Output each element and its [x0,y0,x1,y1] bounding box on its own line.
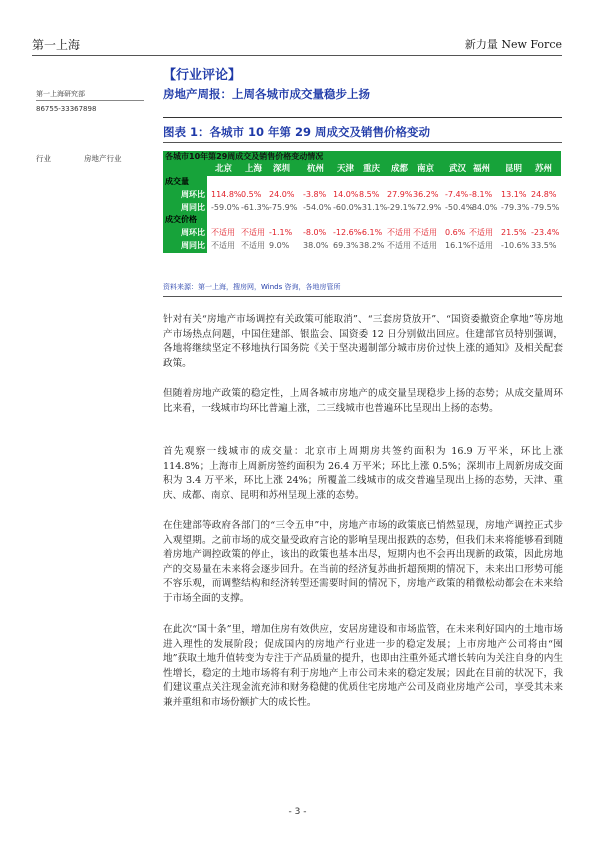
table-cell: 不适用 [241,228,265,238]
table-cell: 不适用 [241,241,265,250]
price-volume-table [163,151,561,276]
section-tag: 【行业评论】 [163,68,242,83]
table-cell: -31.1% [359,202,388,212]
table-row-label: 周同比 [163,240,207,253]
table-city-header-cell: 福州 [473,164,491,174]
figure-divider [163,142,562,143]
table-city-header-cell: 苏州 [535,164,553,174]
header-divider [32,55,562,56]
table-row-label: 周环比 [163,189,207,202]
table-cell: 36.2% [413,189,439,199]
table-city-header-cell: 杭州 [307,164,325,174]
table-cell: -59.0% [211,202,240,212]
table-cell: -10.6% [501,241,530,250]
table-cell: 9.0% [269,241,290,250]
sidebar-industry-label: 行业 [36,154,51,163]
table-cell: -54.0% [303,202,332,212]
table-city-header-cell: 上海 [245,164,263,174]
table-cell: 0.6% [445,228,466,238]
table-cell: 13.1% [501,189,527,199]
table-cell: 21.5% [501,228,527,238]
table-cell: -7.4% [445,189,469,199]
table-cell: -23.4% [531,228,560,238]
paragraph-5: 在此次“国十条”里，增加住房有效供应，安居房建设和市场监管，在未来利好国内的土地市场进入理性的发展阶段；促成国内的房地产行业进一步的稳定发展；上市房地产公司将由“囤地”获取土地升值转变为专注于产品质量的提升，也即由注重外延式增长转向为关注自身的内生性增长，稳定的土地市场将有利于房地产上市公司未来的稳定发展；因此在目前的状况下，我们建议重点关注现金流充沛和财务稳健的优质住宅房地产公司及商业房地产公司，享受其未来兼并重组和市场份额扩大的成长性。 [163,624,563,708]
header-company: 第一上海 [32,38,81,52]
table-group-label: 成交量 [163,176,207,189]
table-cell: -84.0% [469,202,498,212]
table-cell: -8.0% [303,228,327,238]
table-city-header-cell: 深圳 [273,164,291,174]
table-city-header [163,163,561,176]
table-cell: 27.9% [387,189,413,199]
table-cell: 38.0% [303,241,329,250]
table-cell: -75.9% [269,202,298,212]
source-divider [163,296,562,297]
table-row [163,202,561,215]
table-cell: 不适用 [413,228,437,238]
paragraph-3: 首先观察一线城市的成交量：北京市上周期房共签约面积为 16.9 万平米，环比上涨 114.8%；上海市上周新房签约面积为 26.4 万平米；环比上涨 0.5%；深圳市上周新房成交面积为 3.4 万平米，环比上涨 24%；所覆盖二线城市的成交普遍呈现出上扬的态势，天津、重庆、成都、南京、昆明和苏州呈现上涨的态势。 [163,446,563,501]
table-cell: 不适用 [387,241,411,250]
report-title: 房地产周报：上周各城市成交量稳步上扬 [163,87,370,101]
table-cell: -12.6% [333,228,362,238]
sidebar-divider [36,100,144,101]
table-row [163,240,561,253]
table-cell: 0.5% [241,189,262,199]
table-cell: -61.3% [241,202,270,212]
paragraph-2: 但随着房地产政策的稳定性，上周各城市房地产的成交量呈现稳步上扬的态势；从成交量周环比来看，一线城市均环比普遍上涨，二三线城市也普遍环比呈现出上扬的态势。 [163,388,563,414]
table-city-header-cell: 重庆 [363,164,381,174]
table-cell: 24.8% [531,189,557,199]
table-cell: -60.0% [333,202,362,212]
table-cell: 14.0% [333,189,359,199]
table-row [163,227,561,240]
table-cell: 不适用 [413,241,437,250]
table-cell: -1.1% [269,228,293,238]
sidebar-institute: 第一上海研究部 [36,90,85,98]
table-city-header-cell: 成都 [391,164,409,174]
table-city-header-cell: 武汉 [449,164,467,174]
source-note: 资料来源：第一上海，搜房网，Winds 咨询，各地房管所 [163,283,341,291]
table-city-header-cell: 南京 [417,164,435,174]
table-cell: 38.2% [359,241,385,250]
paragraph-4: 在住建部等政府各部门的“三令五申”中，房地产市场的政策底已悄然显现，房地产调控正式步入观望期。之前市场的成交量受政府言论的影响呈现出报跌的态势，但我们未来将能够看到随着房地产调控政策的停止，该出的政策也基本出尽，短期内也不会再出现新的政策，因此房地产的交易量在未来将会逐步回升。在当前的经济复苏曲折超预期的情况下，未来出口形势可能不容乐观，而调整结构和经济转型还需要时间的情况下，房地产政策的稍微松动都会在未来给于市场全面的支撑。 [163,520,563,604]
table-cell: -3.8% [303,189,327,199]
table-cell: 16.1% [445,241,471,250]
figure-title: 图表 1：各城市 10 年第 29 周成交及销售价格变动 [163,125,431,139]
table-cell: -8.1% [469,189,493,199]
paragraph-1: 针对有关“房地产市场调控有关政策可能取消”、“三套房贷放开”、“国资委撤资企拿地”等房地产市场热点问题，中国住建部、银监会、国资委 12 日分别做出回应。住建部官员特别强调，各地将继续坚定不移地执行国务院《关于坚决遏制部分城市房价过快上涨的通知》及相关配套政策。 [163,314,563,369]
table-cell: 不适用 [211,228,235,238]
table-cell: 69.3% [333,241,359,250]
table-cell: 不适用 [387,228,411,238]
table-group-label: 成交价格 [163,214,207,227]
table-cell: -72.9% [413,202,442,212]
table-cell: -50.4% [445,202,474,212]
table-city-header-cell: 昆明 [505,164,523,174]
table-row [163,189,561,202]
table-city-header-cell: 北京 [215,164,233,174]
table-cell: -79.5% [531,202,560,212]
table-cell: 不适用 [469,241,493,250]
sidebar-industry-value: 房地产行业 [84,154,122,163]
table-city-header-cell: 天津 [337,164,355,174]
table-cell: 24.0% [269,189,295,199]
table-row-label: 周同比 [163,202,207,215]
table-cell: 8.5% [359,189,380,199]
header-brand: 新力量 New Force [464,38,562,51]
table-cell: 114.8% [211,189,242,199]
table-cell: 不适用 [211,241,235,250]
table-cell: -79.3% [501,202,530,212]
table-cell: -29.1% [387,202,416,212]
table-title: 各城市10年第29周成交及销售价格变动情况 [163,151,561,163]
table-cell: 33.5% [531,241,557,250]
title-divider [163,117,562,118]
table-cell: -6.1% [359,228,383,238]
page-number: - 3 - [288,807,307,817]
table-cell: 不适用 [469,228,493,238]
table-row-label: 周环比 [163,227,207,240]
sidebar-phone: 86755-33367898 [36,105,97,113]
